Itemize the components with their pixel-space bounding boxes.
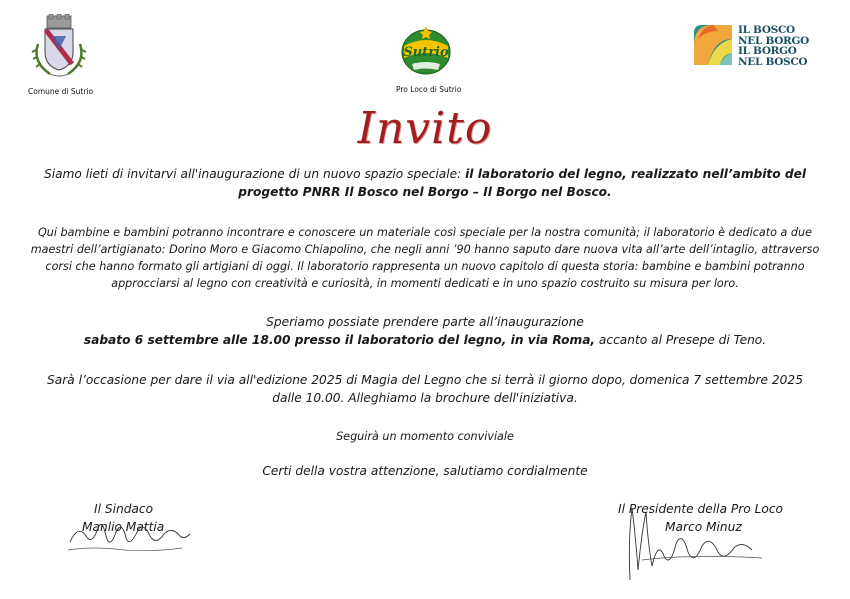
president-role: Il Presidente della Pro Loco [618,502,784,516]
intro-line-2 [18,183,832,201]
inauguration-line-2 [18,331,832,349]
body-paragraph [18,224,832,292]
mayor-name: Manlio Mattia [82,520,165,534]
brand-line-3: IL BORGO [738,45,797,57]
intro-plain: Siamo lieti di invitarvi all'inaugurazione di un nuovo spazio speciale: [43,167,466,181]
intro-bold-2: progetto PNRR Il Bosco nel Borgo – Il Borgo nel Bosco. [238,185,612,199]
intro-bold-1: il laboratorio del legno, realizzato nell’ambito del [465,167,807,181]
president-signature-icon [612,500,772,584]
sutrio-badge-icon [398,24,454,78]
brand-line-4: NEL BOSCO [738,55,808,68]
inauguration-line-1: Speriamo possiate prendere parte all’inaugurazione [266,315,584,329]
closing-line: Certi della vostra attenzione, salutiamo cordialmente [262,464,588,478]
president-name: Marco Minuz [665,520,742,534]
intro-line-1 [18,165,832,183]
bosco-borgo-mark-icon [694,25,732,65]
bosco-borgo-logo [694,25,814,67]
brand-line-1: IL BOSCO [738,24,795,36]
intro-paragraph [18,165,832,201]
sutrio-logo-text: Sutrio [403,45,449,60]
inauguration-paragraph [18,313,832,349]
coat-of-arms-icon [30,14,88,80]
comune-logo [30,14,88,80]
mayor-signature-icon [64,506,194,556]
event-paragraph [18,371,832,407]
body-line: maestri dell’artigianato: Dorino Moro e Giacomo Chiapolino, che negli anni ’90 hanno saputo dare nuova vita all’arte dell’intaglio, attraverso [30,243,820,256]
proloco-logo [398,24,454,78]
proloco-logo-label: Pro Loco di Sutrio [396,85,462,94]
event-line-1: Sarà l’occasione per dare il via all'edizione 2025 di Magia del Legno che si terrà il giorno dopo, domenica 7 settembre 2025 [47,373,803,387]
event-line-2: dalle 10.00. Alleghiamo la brochure dell'iniziativa. [272,391,578,405]
inauguration-bold: sabato 6 settembre alle 18.00 presso il laboratorio del legno, in via Roma, [83,333,596,347]
body-line: corsi che hanno formato gli artigiani di oggi. Il laboratorio rappresenta un nuovo capitolo di questa storia: bambine e bambini potranno [45,260,805,273]
convivial-line: Seguirà un momento conviviale [336,430,514,443]
inauguration-rest: accanto al Presepe di Teno. [595,333,767,347]
mayor-role: Il Sindaco [94,502,154,516]
body-line: approcciarsi al legno con creatività e curiosità, in momenti dedicati e in uno spazio costruito su misura per loro. [111,277,739,290]
body-line: Qui bambine e bambini potranno incontrare e conoscere un materiale così speciale per la nostra comunità; il laboratorio è dedicato a due [37,226,813,239]
brand-line-2: NEL BORGO [738,34,809,47]
comune-logo-label: Comune di Sutrio [28,87,94,96]
invitation-title: Invito [357,103,493,154]
